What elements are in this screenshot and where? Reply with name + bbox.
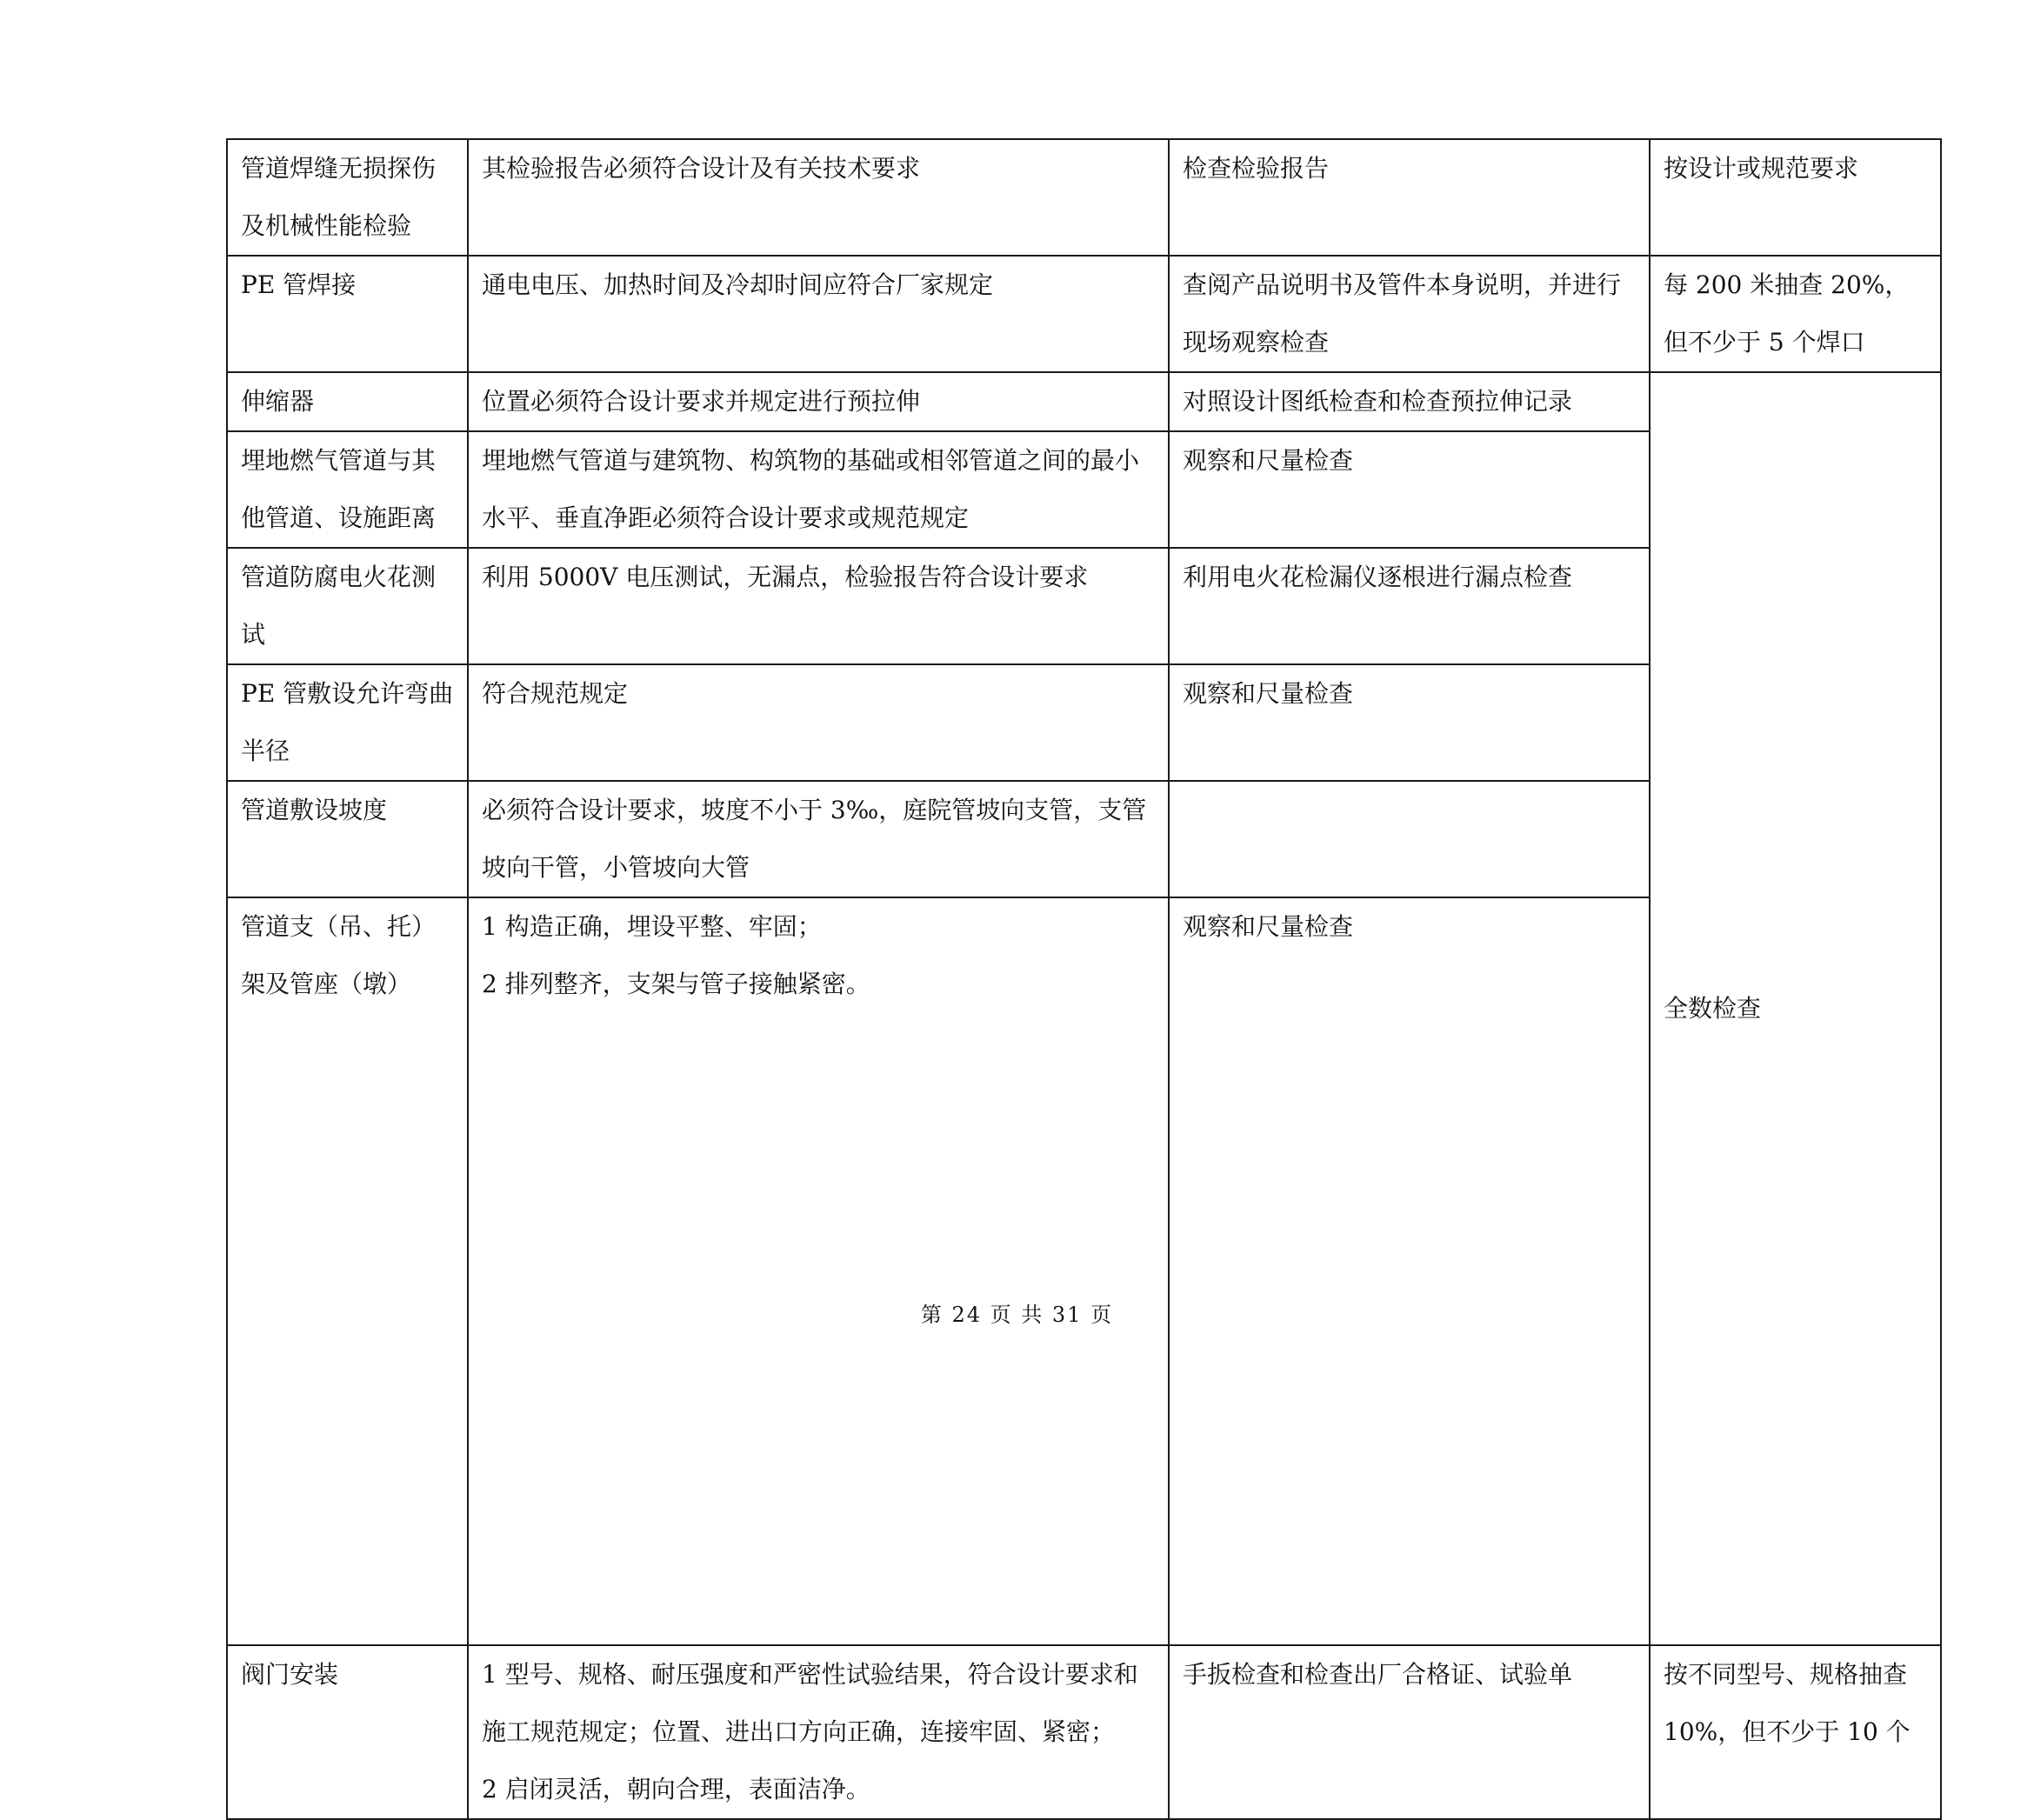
standard-cell: 位置必须符合设计要求并规定进行预拉伸 — [468, 372, 1169, 431]
standard-cell: 必须符合设计要求，坡度不小于 3‰，庭院管坡向支管，支管坡向干管，小管坡向大管 — [468, 781, 1169, 897]
standard-line: 1 型号、规格、耐压强度和严密性试验结果，符合设计要求和施工规范规定；位置、进出口方向正确，连接牢固、紧密； — [482, 1660, 1138, 1746]
page-number-footer: 第 24 页 共 31 页 — [920, 1303, 1114, 1327]
inspection-table — [226, 138, 1942, 1820]
standard-line: 2 排列整齐，支架与管子接触紧密。 — [482, 970, 870, 998]
item-cell: 埋地燃气管道与其他管道、设施距离 — [227, 431, 468, 548]
table-row — [227, 372, 1941, 431]
item-cell: PE 管敷设允许弯曲半径 — [227, 664, 468, 781]
standard-cell: 埋地燃气管道与建筑物、构筑物的基础或相邻管道之间的最小水平、垂直净距必须符合设计要求或规范规定 — [468, 431, 1169, 548]
quantity-cell-merged: 全数检查 — [1650, 372, 1941, 1645]
item-cell: 阀门安装 — [227, 1645, 468, 1819]
standard-line: 2 启闭灵活，朝向合理，表面洁净。 — [482, 1775, 870, 1803]
method-cell: 观察和尺量检查 — [1169, 897, 1650, 1645]
standard-cell: 符合规范规定 — [468, 664, 1169, 781]
item-cell: 管道敷设坡度 — [227, 781, 468, 897]
item-cell: PE 管焊接 — [227, 256, 468, 372]
quantity-cell: 按设计或规范要求 — [1650, 139, 1941, 256]
quantity-cell: 每 200 米抽查 20%，但不少于 5 个焊口 — [1650, 256, 1941, 372]
table-row — [227, 1645, 1941, 1819]
method-cell: 手扳检查和检查出厂合格证、试验单 — [1169, 1645, 1650, 1819]
standard-cell: 其检验报告必须符合设计及有关技术要求 — [468, 139, 1169, 256]
standard-cell: 利用 5000V 电压测试，无漏点，检验报告符合设计要求 — [468, 548, 1169, 664]
item-cell: 管道支（吊、托）架及管座（墩） — [227, 897, 468, 1645]
method-cell: 查阅产品说明书及管件本身说明，并进行现场观察检查 — [1169, 256, 1650, 372]
standard-line: 1 构造正确，埋设平整、牢固； — [482, 912, 822, 941]
method-cell: 利用电火花检漏仪逐根进行漏点检查 — [1169, 548, 1650, 664]
item-cell: 伸缩器 — [227, 372, 468, 431]
method-cell: 观察和尺量检查 — [1169, 664, 1650, 781]
standard-cell: 通电电压、加热时间及冷却时间应符合厂家规定 — [468, 256, 1169, 372]
table-row — [227, 256, 1941, 372]
table-row — [227, 139, 1941, 256]
method-cell: 观察和尺量检查 — [1169, 431, 1650, 548]
quantity-cell: 按不同型号、规格抽查 10%，但不少于 10 个 — [1650, 1645, 1941, 1819]
method-cell: 检查检验报告 — [1169, 139, 1650, 256]
method-cell: 对照设计图纸检查和检查预拉伸记录 — [1169, 372, 1650, 431]
item-cell: 管道防腐电火花测试 — [227, 548, 468, 664]
standard-cell — [468, 1645, 1169, 1819]
item-cell: 管道焊缝无损探伤及机械性能检验 — [227, 139, 468, 256]
standard-cell — [468, 897, 1169, 1645]
method-cell — [1169, 781, 1650, 897]
